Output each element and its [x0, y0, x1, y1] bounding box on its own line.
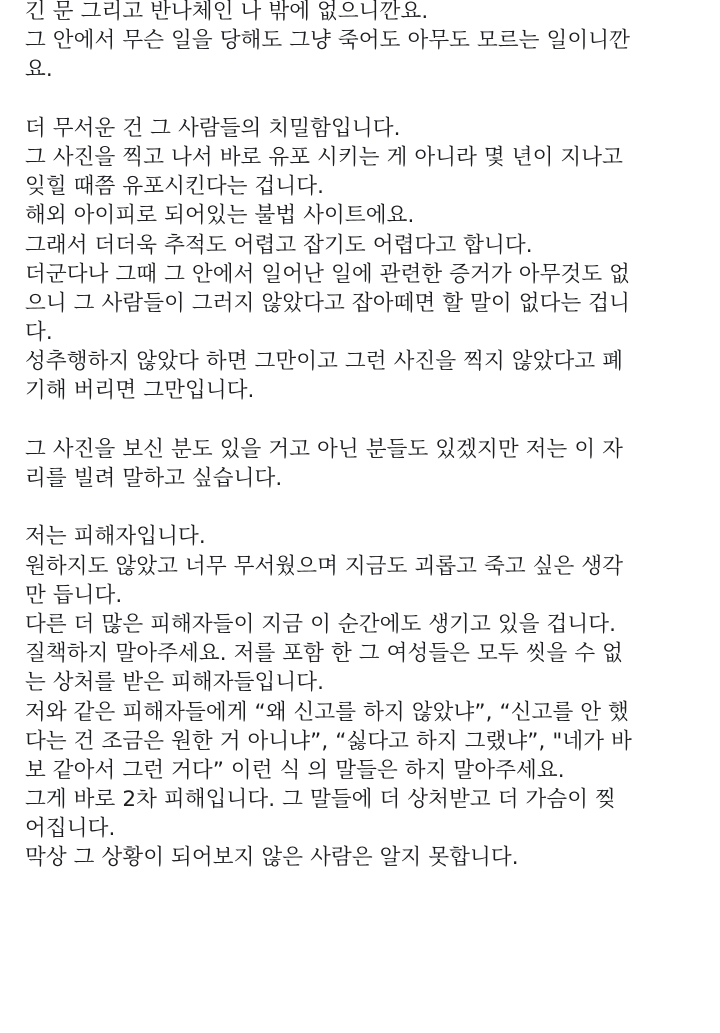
post-body: [25, 0, 717, 873]
paragraph-break: [25, 85, 717, 114]
text-line: 그게 바로 2차 피해입니다. 그 말들에 더 상처받고 더 가슴이 찢: [25, 787, 616, 813]
paragraph-break: [25, 406, 717, 435]
text-line: 리를 빌려 말하고 싶습니다.: [25, 466, 283, 491]
text-line: 잊힐 때쯤 유포시킨다는 겁니다.: [25, 174, 325, 200]
text-line: 더 무서운 건 그 사람들의 치밀함입니다.: [25, 115, 401, 141]
text-line: 기해 버리면 그만입니다.: [25, 378, 255, 404]
text-line: 으니 그 사람들이 그러지 않았다고 잡아떼면 할 말이 없다는 겁니: [25, 290, 631, 316]
text-line: 질책하지 말아주세요. 저를 포함 한 그 여성들은 모두 씻을 수 없: [25, 641, 624, 667]
text-line: 그 사진을 찍고 나서 바로 유포 시키는 게 아니라 몇 년이 지나고: [25, 144, 624, 170]
text-line: 다른 더 많은 피해자들이 지금 이 순간에도 생기고 있을 겁니다.: [25, 611, 617, 637]
text-line: 막상 그 상황이 되어보지 않은 사람은 알지 못합니다.: [25, 845, 519, 871]
text-line: 요.: [25, 57, 53, 83]
text-line: 만 듭니다.: [25, 582, 123, 608]
text-line: 원하지도 않았고 너무 무서웠으며 지금도 괴롭고 죽고 싶은 생각: [25, 553, 624, 579]
text-line: 그 안에서 무슨 일을 당해도 그냥 죽어도 아무도 모르는 일이니깐: [25, 28, 631, 54]
text-line: 해외 아이피로 되어있는 불법 사이트에요.: [25, 203, 415, 229]
text-line: 저는 피해자입니다.: [25, 524, 206, 550]
text-line: 보 같아서 그런 거다” 이런 식 의 말들은 하지 말아주세요.: [25, 757, 565, 783]
text-line: 저와 같은 피해자들에게 “왜 신고를 하지 않았냐”, “신고를 안 했: [25, 699, 629, 725]
text-line: 다.: [25, 320, 53, 346]
text-line: 어집니다.: [25, 816, 116, 842]
text-line: 다는 건 조금은 원한 거 아니냐”, “싫다고 하지 그랬냐”, "네가 바: [25, 728, 632, 754]
text-line: 긴 문 그리고 반나체인 나 밖에 없으니깐요.: [25, 0, 429, 24]
text-line: 더군다나 그때 그 안에서 일어난 일에 관련한 증거가 아무것도 없: [25, 261, 631, 287]
paragraph-break: [25, 493, 717, 522]
text-line: 는 상처를 받은 피해자들입니다.: [25, 670, 325, 696]
text-line: 성추행하지 않았다 하면 그만이고 그런 사진을 찍지 않았다고 폐: [25, 349, 624, 375]
text-line: 그 사진을 보신 분도 있을 거고 아닌 분들도 있겠지만 저는 이 자: [25, 436, 624, 462]
text-line: 그래서 더더욱 추적도 어렵고 잡기도 어렵다고 합니다.: [25, 232, 533, 258]
